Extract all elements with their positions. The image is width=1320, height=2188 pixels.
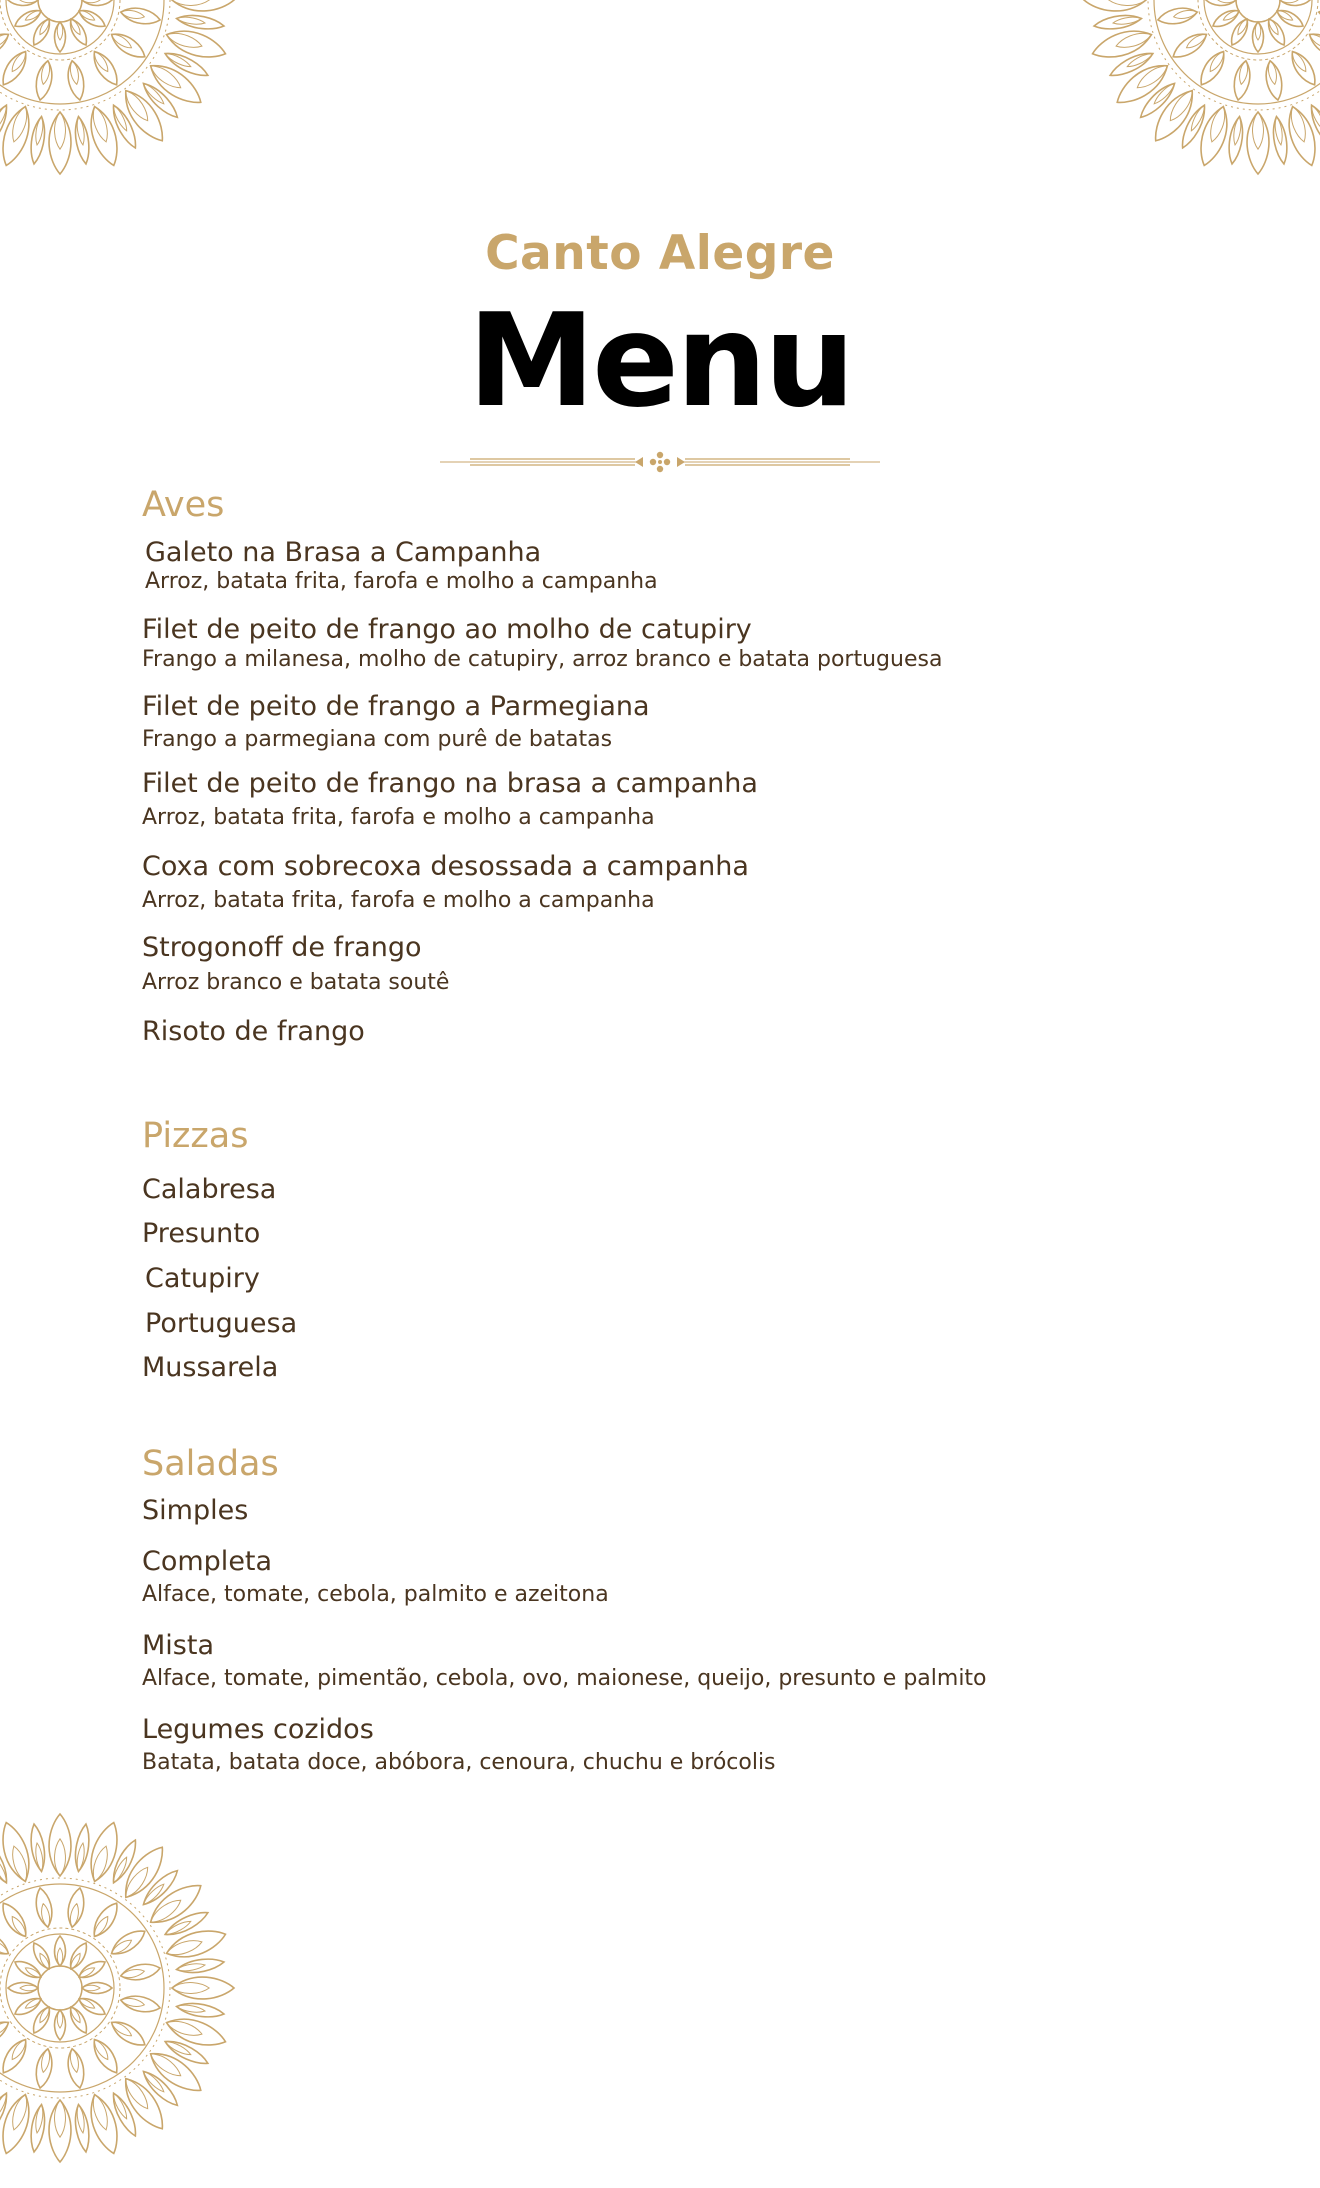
- menu-item-description: Frango a milanesa, molho de catupiry, arroz branco e batata portuguesa: [142, 647, 943, 672]
- menu-item-name: Strogonoff de frango: [142, 932, 422, 963]
- menu-item-name: Presunto: [142, 1218, 261, 1249]
- menu-item-name: Mista: [142, 1630, 214, 1661]
- menu-item-name: Risoto de frango: [142, 1016, 365, 1047]
- menu-item-name: Coxa com sobrecoxa desossada a campanha: [142, 851, 749, 882]
- menu-item-description: Arroz branco e batata soutê: [142, 970, 450, 995]
- menu-item-name: Completa: [142, 1546, 273, 1577]
- menu-item-description: Frango a parmegiana com purê de batatas: [142, 727, 613, 752]
- menu-item-description: Batata, batata doce, abóbora, cenoura, chuchu e brócolis: [142, 1750, 776, 1775]
- page-title: Menu: [467, 287, 853, 436]
- menu-item-description: Arroz, batata frita, farofa e molho a campanha: [145, 569, 658, 594]
- section-title-saladas: Saladas: [142, 1444, 279, 1484]
- menu-item-name: Mussarela: [142, 1352, 279, 1383]
- section-title-aves: Aves: [142, 485, 225, 525]
- mandala-ornament-icon: [0, 0, 260, 200]
- menu-item-description: Alface, tomate, cebola, palmito e azeitona: [142, 1582, 609, 1607]
- menu-item-description: Arroz, batata frita, farofa e molho a campanha: [142, 805, 655, 830]
- section-title-pizzas: Pizzas: [142, 1116, 249, 1156]
- menu-item-name: Filet de peito de frango na brasa a campanha: [142, 768, 758, 799]
- ornamental-divider-icon: [440, 450, 880, 478]
- menu-item-name: Calabresa: [142, 1174, 277, 1205]
- menu-item-description: Arroz, batata frita, farofa e molho a campanha: [142, 888, 655, 913]
- menu-item-name: Filet de peito de frango ao molho de catupiry: [142, 614, 752, 645]
- menu-item-description: Alface, tomate, pimentão, cebola, ovo, maionese, queijo, presunto e palmito: [142, 1666, 987, 1691]
- menu-item-name: Simples: [142, 1495, 249, 1526]
- menu-item-name: Galeto na Brasa a Campanha: [145, 537, 542, 568]
- menu-item-name: Legumes cozidos: [142, 1714, 374, 1745]
- restaurant-name: Canto Alegre: [485, 226, 835, 281]
- mandala-ornament-icon: [1058, 0, 1320, 200]
- menu-item-name: Portuguesa: [145, 1308, 298, 1339]
- mandala-ornament-icon: [0, 1788, 260, 2188]
- menu-item-name: Filet de peito de frango a Parmegiana: [142, 691, 650, 722]
- menu-item-name: Catupiry: [145, 1263, 260, 1294]
